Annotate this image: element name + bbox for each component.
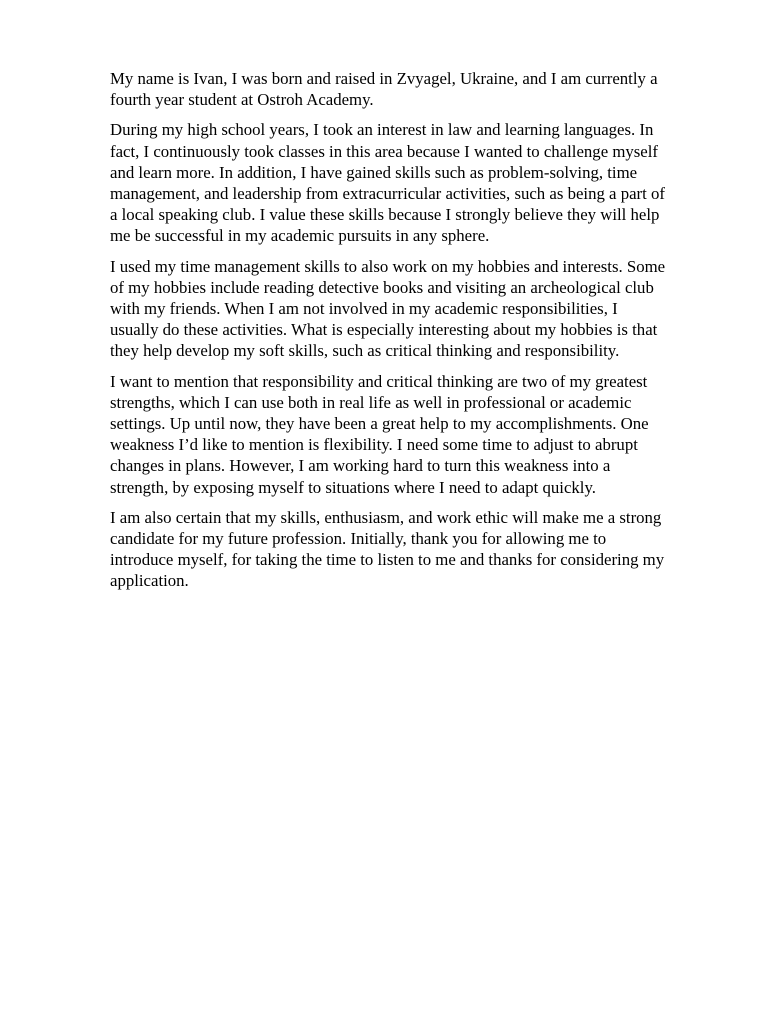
paragraph-high-school: During my high school years, I took an interest in law and learning languages. In fact, I continuously took classes in this area because I wanted to challenge myself and learn more. In addition, I have gained skills such as problem-solving, time management, and leadership from extracurricular activities, such as being a part of a local speaking club. I value these skills because I strongly believe they will help me be successful in my academic pursuits in any sphere. (110, 120, 665, 246)
paragraph-introduction: My name is Ivan, I was born and raised in Zvyagel, Ukraine, and I am currently a fourth year student at Ostroh Academy. (110, 69, 658, 110)
paragraph-hobbies: I used my time management skills to also work on my hobbies and interests. Some of my hobbies include reading detective books and visiting an archeological club with my friends. When I am not involved in my academic responsibilities, I usually do these activities. What is especially interesting about my hobbies is that they help develop my soft skills, such as critical thinking and responsibility. (110, 256, 666, 361)
paragraph-strengths-weaknesses: I want to mention that responsibility and critical thinking are two of my greatest strengths, which I can use both in real life as well in professional or academic settings. Up until now, they have been a great help to my accomplishments. One weakness I’d like to mention is flexibility. I need some time to adjust to abrupt changes in plans. However, I am working hard to turn this weakness into a strength, by exposing myself to situations where I need to adapt quickly. (110, 371, 649, 497)
paragraph-closing: I am also certain that my skills, enthusiasm, and work ethic will make me a strong candidate for my future profession. Initially, thank you for allowing me to introduce myself, for taking the time to listen to me and thanks for considering my application. (110, 507, 665, 591)
document-page (110, 68, 710, 601)
